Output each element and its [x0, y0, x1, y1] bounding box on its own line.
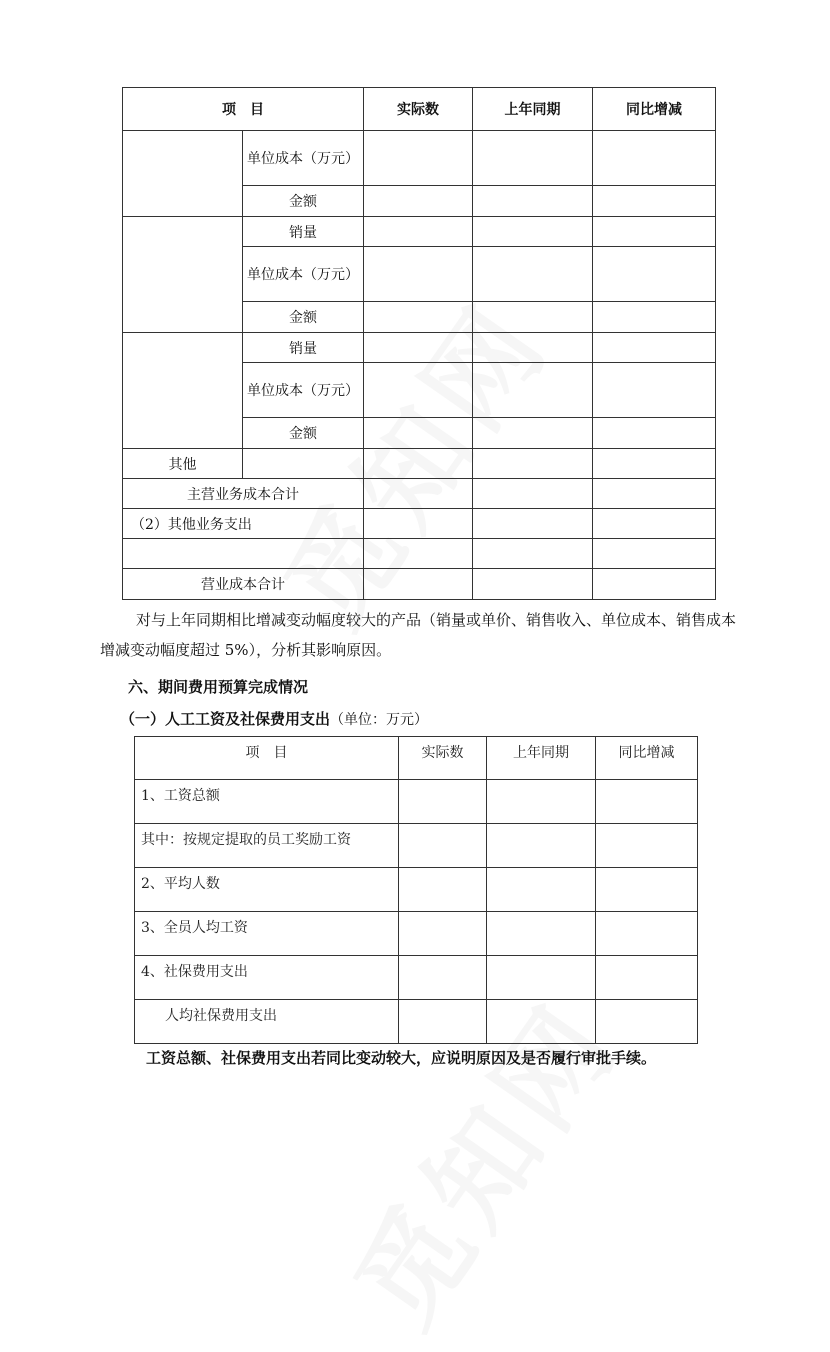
header-last-year: 上年同期 — [473, 88, 593, 131]
subsection-1-unit: （单位：万元） — [330, 712, 429, 728]
header-actual: 实际数 — [399, 737, 487, 780]
row-label: 其中：按规定提取的员工奖励工资 — [135, 824, 399, 868]
row-label: 3、全员人均工资 — [135, 912, 399, 956]
row-label: 1、工资总额 — [135, 780, 399, 824]
volume-label: 销量 — [243, 217, 364, 247]
header-item: 项 目 — [123, 88, 364, 131]
product-cell-3 — [123, 333, 243, 449]
analysis-paragraph: 对与上年同期相比增减变动幅度较大的产品（销量或单价、销售收入、单位成本、销售成本增减变动幅度超过 5%），分析其影响原因。 — [100, 611, 737, 659]
header-last-year: 上年同期 — [487, 737, 596, 780]
salary-table — [134, 736, 698, 1044]
product-cell-2 — [123, 217, 243, 333]
subsection-1-title — [120, 704, 428, 735]
op-total-label: 营业成本合计 — [123, 569, 364, 600]
header-yoy: 同比增减 — [596, 737, 698, 780]
cost-table — [122, 87, 716, 600]
row-label: 人均社保费用支出 — [135, 1000, 399, 1044]
header-actual: 实际数 — [364, 88, 473, 131]
amount-label: 金额 — [243, 302, 364, 333]
header-item: 项 目 — [135, 737, 399, 780]
row-label: 2、平均人数 — [135, 868, 399, 912]
unit-cost-label: 单位成本（万元） — [243, 363, 364, 418]
unit-cost-label: 单位成本（万元） — [243, 131, 364, 186]
note-paragraph: 工资总额、社保费用支出若同比变动较大，应说明原因及是否履行审批手续。 — [146, 1049, 657, 1067]
row-label: 4、社保费用支出 — [135, 956, 399, 1000]
header-yoy: 同比增减 — [593, 88, 716, 131]
product-cell-1 — [123, 131, 243, 217]
other-label: 其他 — [123, 449, 243, 479]
amount-label: 金额 — [243, 186, 364, 217]
main-total-label: 主营业务成本合计 — [123, 479, 364, 509]
other-expense-label: （2）其他业务支出 — [123, 509, 364, 539]
section-6-title: 六、期间费用预算完成情况 — [128, 678, 309, 696]
amount-label: 金额 — [243, 418, 364, 449]
volume-label: 销量 — [243, 333, 364, 363]
subsection-1-heading: （一）人工工资及社保费用支出 — [120, 710, 331, 728]
unit-cost-label: 单位成本（万元） — [243, 247, 364, 302]
